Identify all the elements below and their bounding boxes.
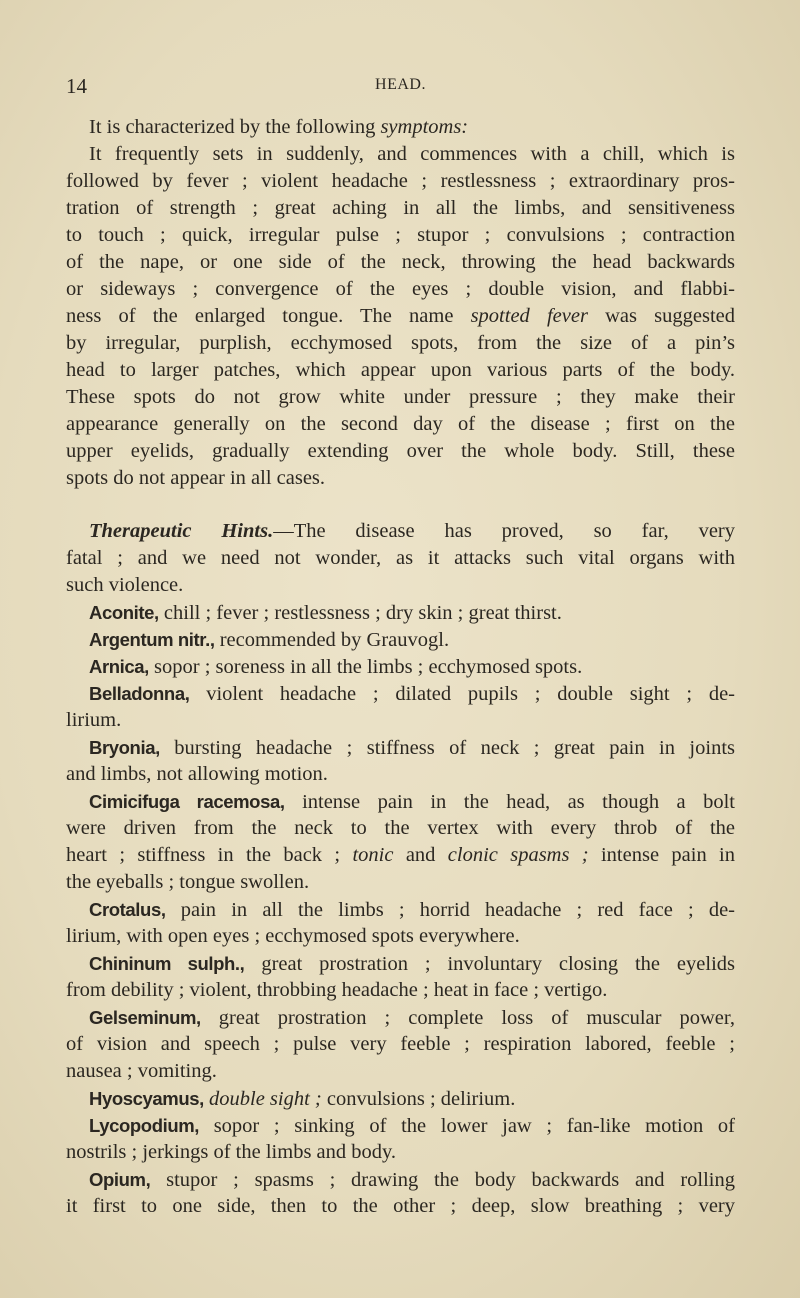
text-segment: recommended by Grauvogl.	[214, 629, 450, 651]
text-segment: lirium.	[66, 709, 122, 731]
text-line	[66, 599, 735, 626]
text-line	[66, 545, 735, 572]
text-segment: appearance generally on the second day of the disease ; first on the	[66, 413, 735, 435]
text-line	[66, 1004, 735, 1031]
paragraph	[66, 1004, 735, 1085]
text-line	[66, 653, 735, 680]
text-line	[66, 384, 735, 411]
remedy-name: Lycopodium,	[89, 1115, 200, 1136]
paragraph	[66, 734, 735, 788]
text-line	[66, 303, 735, 330]
text-line	[66, 249, 735, 276]
paragraph	[66, 626, 735, 653]
text-segment: —The disease has proved, so far, very	[273, 520, 736, 542]
text-segment: chill ; fever ; restlessness ; dry skin ; great thirst.	[158, 602, 562, 624]
text-line	[66, 168, 735, 195]
text-line	[66, 1085, 735, 1112]
text-segment: head to larger patches, which appear upon various parts of the body.	[66, 359, 735, 381]
text-segment: nausea ; vomiting.	[66, 1060, 217, 1082]
text-line	[66, 438, 735, 465]
text-segment: stupor ; spasms ; drawing the body backwards and rolling	[150, 1169, 735, 1191]
text-segment: nostrils ; jerkings of the limbs and body.	[66, 1141, 397, 1163]
text-segment: great prostration ; complete loss of muscular power,	[200, 1007, 735, 1029]
text-line	[66, 276, 735, 303]
text-line	[66, 411, 735, 438]
text-line	[66, 222, 735, 249]
text-segment: intense pain in the head, as though a bolt	[284, 791, 735, 813]
text-segment: such violence.	[66, 574, 184, 596]
paragraph	[66, 896, 735, 950]
running-head-title: HEAD.	[375, 76, 426, 93]
text-segment: lirium, with open eyes ; ecchymosed spots everywhere.	[66, 925, 520, 947]
therapeutic-hints-paragraph	[66, 518, 735, 599]
text-line	[66, 734, 735, 761]
text-line	[66, 923, 735, 950]
text-segment: These spots do not grow white under pressure ; they make their	[66, 386, 735, 408]
text-segment: fatal ; and we need not wonder, as it attacks such vital organs with	[66, 547, 735, 569]
text-line	[66, 357, 735, 384]
text-line	[66, 465, 735, 492]
paragraph	[66, 653, 735, 680]
text-segment: upper eyelids, gradually extending over the whole body. Still, these	[66, 440, 735, 462]
text-segment: of vision and speech ; pulse very feeble ; respiration labored, feeble ;	[66, 1033, 735, 1055]
text-line	[66, 896, 735, 923]
page-number: 14	[66, 74, 87, 98]
section-heading: Therapeutic Hints.	[89, 520, 274, 542]
text-line	[66, 869, 735, 896]
text-segment: spots do not appear in all cases.	[66, 467, 326, 489]
emphasis-text: tonic	[352, 844, 394, 866]
text-line	[66, 842, 735, 869]
text-line	[66, 195, 735, 222]
text-line	[66, 114, 735, 141]
remedy-name: Cimicifuga racemosa,	[89, 791, 285, 812]
text-line	[66, 707, 735, 734]
paragraph	[66, 950, 735, 1004]
remedy-name: Hyoscyamus,	[89, 1088, 204, 1109]
text-segment: ness of the enlarged tongue. The name	[66, 305, 471, 327]
text-segment: and	[393, 844, 448, 866]
text-segment: tration of strength ; great aching in all the limbs, and sensitiveness	[66, 197, 735, 219]
text-line	[66, 330, 735, 357]
text-line	[66, 141, 735, 168]
emphasis-text: spotted fever	[470, 305, 588, 327]
text-segment: to touch ; quick, irregular pulse ; stupor ; convulsions ; contraction	[66, 224, 735, 246]
remedy-name: Arnica,	[89, 656, 149, 677]
paragraph	[66, 1166, 735, 1220]
text-segment: by irregular, purplish, ecchymosed spots, from the size of a pin’s	[66, 332, 735, 354]
text-line	[66, 815, 735, 842]
text-segment: It frequently sets in suddenly, and commences with a chill, which is	[89, 143, 735, 165]
text-segment: and limbs, not allowing motion.	[66, 763, 328, 785]
paragraph	[66, 788, 735, 896]
text-line	[66, 977, 735, 1004]
text-line	[66, 518, 735, 545]
text-segment: heart ; stiffness in the back ;	[66, 844, 353, 866]
remedy-name: Argentum nitr.,	[89, 629, 215, 650]
paragraph	[66, 599, 735, 626]
text-segment: or sideways ; convergence of the eyes ; double vision, and flabbi-	[66, 278, 735, 300]
paragraph	[66, 114, 735, 141]
text-segment: sopor ; soreness in all the limbs ; ecchymosed spots.	[148, 656, 583, 678]
remedy-name: Opium,	[89, 1169, 151, 1190]
text-segment: violent headache ; dilated pupils ; double sight ; de-	[189, 683, 735, 705]
text-line	[66, 1193, 735, 1220]
remedy-name: Gelseminum,	[89, 1007, 201, 1028]
remedy-name: Bryonia,	[89, 737, 160, 758]
text-line	[66, 1031, 735, 1058]
text-line	[66, 626, 735, 653]
text-segment: from debility ; violent, throbbing headache ; heat in face ; vertigo.	[66, 979, 608, 1001]
remedy-name: Belladonna,	[89, 683, 190, 704]
emphasis-text: symptoms:	[380, 116, 469, 138]
body-text	[66, 114, 735, 1220]
paragraph	[66, 1085, 735, 1112]
text-segment: it first to one side, then to the other ; deep, slow breathing ; very	[66, 1195, 735, 1217]
paragraph	[66, 680, 735, 734]
text-line	[66, 1139, 735, 1166]
text-line	[66, 1058, 735, 1085]
text-segment: of the nape, or one side of the neck, throwing the head backwards	[66, 251, 735, 273]
text-segment: followed by fever ; violent headache ; restlessness ; extraordinary pros-	[66, 170, 735, 192]
remedy-name: Crotalus,	[89, 899, 166, 920]
paragraph	[66, 141, 735, 492]
text-segment: were driven from the neck to the vertex with every throb of the	[66, 817, 735, 839]
text-segment: pain in all the limbs ; horrid headache ; red face ; de-	[165, 899, 735, 921]
text-line	[66, 1112, 735, 1139]
text-segment: great prostration ; involuntary closing the eyelids	[244, 953, 735, 975]
remedy-name: Aconite,	[89, 602, 159, 623]
text-segment: was suggested	[587, 305, 735, 327]
text-line	[66, 680, 735, 707]
text-line	[66, 788, 735, 815]
running-head	[66, 74, 735, 100]
text-segment: bursting headache ; stiffness of neck ; great pain in joints	[159, 737, 735, 759]
remedy-name: Chininum sulph.,	[89, 953, 245, 974]
text-segment: sopor ; sinking of the lower jaw ; fan-like motion of	[199, 1115, 735, 1137]
text-segment: the eyeballs ; tongue swollen.	[66, 871, 310, 893]
text-segment: intense pain in	[588, 844, 735, 866]
emphasis-text: double sight ;	[209, 1088, 322, 1110]
text-segment: convulsions ; delirium.	[321, 1088, 516, 1110]
emphasis-text: clonic spasms ;	[447, 844, 589, 866]
text-line	[66, 1166, 735, 1193]
text-line	[66, 950, 735, 977]
text-segment: It is characterized by the following	[89, 116, 381, 138]
paragraph	[66, 1112, 735, 1166]
text-line	[66, 761, 735, 788]
text-line	[66, 572, 735, 599]
